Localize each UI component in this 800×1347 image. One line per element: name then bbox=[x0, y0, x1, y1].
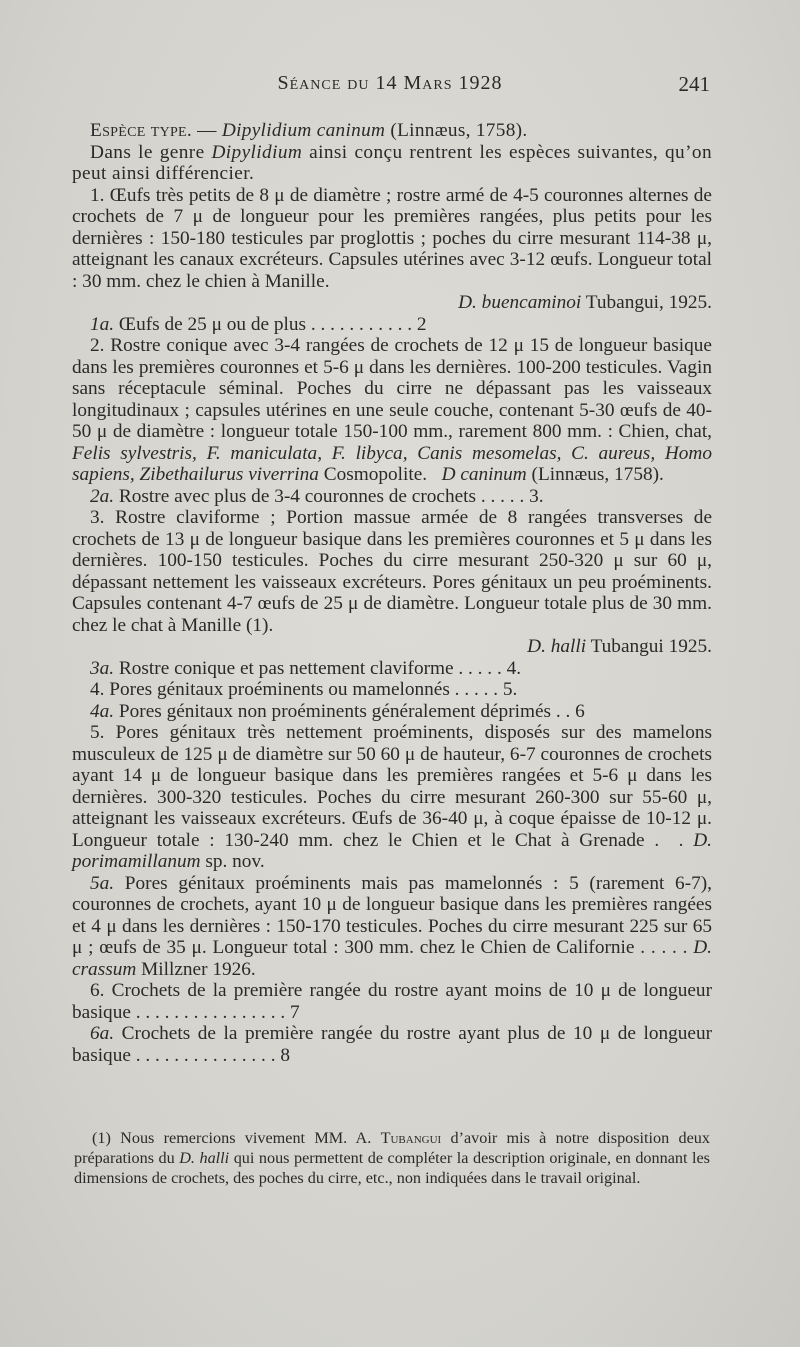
key-entry-3a bbox=[72, 658, 712, 680]
key-entry-6a-number: 6a. bbox=[90, 1023, 115, 1044]
key-entry-2-hosts: Felis sylvestris, F. maniculata, F. libyca, Canis mesomelas, C. aureus, Homo sapiens, Zibethailurus viverrina bbox=[72, 442, 712, 485]
leader-dots: . . . . . . . . . . . . . . . . bbox=[130, 1001, 290, 1023]
intro-paragraph bbox=[72, 142, 712, 185]
type-species-name: Dipylidium caninum bbox=[221, 120, 386, 141]
key-entry-4a-number: 4a. bbox=[90, 700, 115, 722]
leader-dots: . . . . . bbox=[634, 937, 694, 958]
intro-genus: Dipylidium bbox=[211, 141, 303, 163]
key-entry-1a-text: Œufs de 25 μ ou de plus bbox=[114, 313, 306, 335]
type-species-authority: (Linnæus, 1758). bbox=[385, 120, 528, 141]
key-entry-5 bbox=[72, 722, 712, 873]
footnote-species: D. halli bbox=[179, 1149, 230, 1167]
main-text bbox=[72, 120, 712, 1066]
species-crassum: D. crassum bbox=[72, 937, 712, 980]
species-porimamillanum: D. porimamillanum bbox=[72, 829, 712, 872]
page-number: 241 bbox=[678, 72, 710, 96]
page-header bbox=[70, 72, 710, 106]
key-entry-3a-ref: 4. bbox=[506, 657, 522, 679]
leader-dots: . . . . . . . . . . . bbox=[306, 313, 417, 335]
authority-crassum: Millzner 1926. bbox=[136, 958, 256, 980]
type-species-label: Espèce type. bbox=[90, 120, 193, 141]
key-entry-4a-ref: 6 bbox=[575, 700, 585, 722]
authority-caninum: (Linnæus, 1758). bbox=[526, 464, 664, 485]
authority-porimamillanum: sp. nov. bbox=[200, 851, 265, 872]
key-entry-4-ref: 5. bbox=[502, 679, 518, 700]
leader-dots: . . . . . . . . . . . . . . . bbox=[130, 1044, 281, 1066]
key-entry-6 bbox=[72, 980, 712, 1023]
key-entry-2-distribution: Cosmopolite. bbox=[318, 464, 428, 485]
species-halli: D. halli bbox=[527, 636, 587, 657]
type-species-dash: — bbox=[192, 120, 222, 141]
leader-dots: . . bbox=[644, 829, 694, 851]
type-species-line bbox=[72, 120, 712, 142]
key-entry-1 bbox=[72, 185, 712, 293]
key-entry-1a bbox=[72, 314, 712, 336]
intro-before: Dans le genre bbox=[90, 141, 212, 163]
footnote-middle: d’avoir mis à notre disposition deux préparations du bbox=[74, 1129, 710, 1167]
key-entry-5-text: 5. Pores génitaux très nettement proéminents, disposés sur des mamelons musculeux de 125 μ de diamètre sur 50 60 μ de hauteur, 6-7 couronnes de crochets ayant 14 μ de longueur basique dans les premières rangées et 5-6 μ dans les dernières. 300-320 testicules. Poches du cirre mesurant 260-300 sur 55-60 μ, atteignant les vaisseaux excréteurs. Œufs de 36-40 μ, à coque épaisse de 10-12 μ. Longueur totale : 130-240 mm. chez le Chien et le Chat à Grenade bbox=[72, 722, 712, 851]
leader-dots: . . . . . bbox=[476, 485, 530, 507]
key-entry-3-text: 3. Rostre claviforme ; Portion massue armée de 8 rangées transverses de crochets de 13 μ de longueur basique dans les premières couronnes et 5 μ dans les dernières. 100-150 testicules. Poches du cirre mesurant 250-320 μ sur 60 μ, dépassant nettement les vaisseaux excréteurs. Pores génitaux un peu proéminents. Capsules contenant 4-7 œufs de 25 μ de diamètre. Longueur totale plus de 30 mm. chez le chat à Manille (1). bbox=[72, 507, 712, 636]
key-entry-1-text: 1. Œufs très petits de 8 μ de diamètre ; rostre armé de 4-5 couronnes alternes de crochets de 7 μ de longueur pour les premières rangées, plus petits pour les dernières : 150-180 testicules par proglottis ; poches du cirre mesurant 114-38 μ, atteignant les canaux excréteurs. Capsules utérines avec 3-12 œufs. Longueur total : 30 mm. chez le chien à Manille. bbox=[72, 184, 712, 292]
leader-dots: . . . . . bbox=[453, 657, 507, 679]
key-entry-2a bbox=[72, 486, 712, 508]
key-entry-6-text: 6. Crochets de la première rangée du rostre ayant moins de 10 μ de longueur basique bbox=[72, 980, 712, 1023]
key-entry-4a bbox=[72, 701, 712, 723]
species-buencaminoi: D. buencaminoi bbox=[458, 292, 582, 313]
leader-dots: . . bbox=[551, 700, 576, 722]
key-entry-2a-ref: 3. bbox=[529, 485, 544, 507]
key-entry-1a-ref: 2 bbox=[416, 313, 427, 335]
footnote-after: qui nous permettent de compléter la description originale, en donnant les dimensions de crochets, des poches du cirre, etc., non indiquées dans le travail original. bbox=[74, 1149, 710, 1187]
key-entry-3a-number: 3a. bbox=[90, 657, 115, 679]
key-entry-4a-text: Pores génitaux non proéminents généralement déprimés bbox=[114, 700, 552, 722]
key-entry-6a-text: Crochets de la première rangée du rostre ayant plus de 10 μ de longueur basique bbox=[72, 1023, 712, 1066]
footnote-mark: (1) bbox=[92, 1129, 111, 1147]
key-entry-2a-text: Rostre avec plus de 3-4 couronnes de crochets bbox=[114, 485, 477, 507]
key-entry-2-text: 2. Rostre conique avec 3-4 rangées de crochets de 12 μ 15 de longueur basique dans les premières couronnes et 5-6 μ dans les dernières. 100-200 testicules. Vagin sans réceptacule séminal. Poches du cirre ne dépassant pas les vaisseaux longitudinaux ; capsules utérines en une seule couche, contenant 5-30 œufs de 40-50 μ de diamètre : longueur totale 150-100 mm., rarement 800 mm. : Chien, chat, bbox=[72, 335, 712, 442]
key-entry-1a-number: 1a. bbox=[90, 313, 115, 335]
key-entry-3-conclusion bbox=[72, 636, 712, 658]
key-entry-6-ref: 7 bbox=[289, 1001, 300, 1023]
footnote-text bbox=[74, 1128, 710, 1188]
leader-dots: . . . . . bbox=[449, 679, 503, 700]
key-entry-4-text: 4. Pores génitaux proéminents ou mamelonnés bbox=[90, 679, 450, 700]
key-entry-2 bbox=[72, 335, 712, 486]
authority-buencaminoi: Tubangui, 1925. bbox=[581, 292, 712, 313]
key-entry-5a-number: 5a. bbox=[90, 872, 115, 894]
footnote-before: Nous remercions vivement MM. A. bbox=[110, 1129, 381, 1147]
key-entry-5a bbox=[72, 873, 712, 981]
key-entry-6a-ref: 8 bbox=[280, 1044, 290, 1066]
key-entry-4 bbox=[72, 679, 712, 701]
key-entry-6a bbox=[72, 1023, 712, 1066]
intro-after: ainsi conçu rentrent les espèces suivantes, qu’on peut ainsi différencier. bbox=[72, 141, 713, 184]
key-entry-2a-number: 2a. bbox=[90, 485, 115, 507]
running-title: Séance du 14 Mars 1928 bbox=[277, 72, 503, 94]
key-entry-3a-text: Rostre conique et pas nettement claviforme bbox=[114, 657, 454, 679]
footnote-name: Tubangui bbox=[380, 1129, 442, 1147]
species-caninum: D caninum bbox=[441, 464, 527, 485]
key-entry-5a-text: Pores génitaux proéminents mais pas mamelonnés : 5 (rarement 6-7), couronnes de crochets, ayant 10 μ de longueur basique dans les premières rangées et 4 μ dans les dernières : 150-170 testicules. Poches du cirre mesurant 225 sur 65 μ ; œufs de 35 μ. Longueur total : 300 mm. chez le Chien de Californie bbox=[72, 872, 712, 958]
authority-halli: Tubangui 1925. bbox=[586, 636, 712, 657]
footnote bbox=[74, 1128, 710, 1188]
spacer bbox=[427, 464, 441, 485]
key-entry-1-conclusion bbox=[72, 292, 712, 314]
key-entry-3 bbox=[72, 507, 712, 636]
